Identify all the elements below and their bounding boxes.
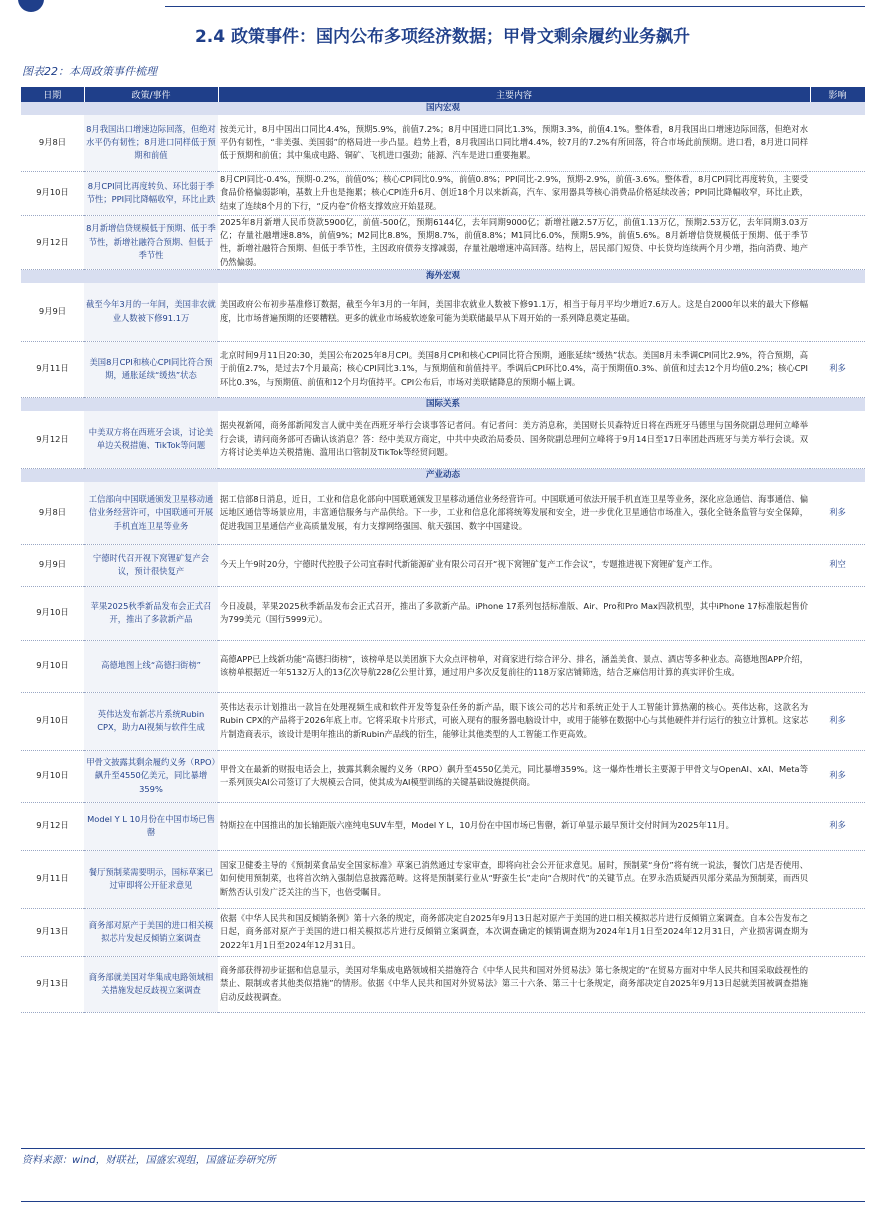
impact-cell	[810, 640, 865, 692]
content-cell: 8月CPI同比-0.4%，预期-0.2%，前值0%；核心CPI同比0.9%，前值0.8%；PPI同比-2.9%，预期-2.9%，前值-3.6%。整体看，8月CPI同比再度转负，主要受食品价格偏弱影响，基数上升也是拖累；核心CPI连升6月、创近18个月以来新高，汽车、家用器具等核心消费品价格延续改善；PPI同比降幅收窄，环比止跌，结束了连续8个月的下行，“反内卷”价格支撑效应开始显现。	[218, 171, 810, 215]
event-cell: 餐厅预制菜需要明示，国标草案已过审即将公开征求意见	[84, 850, 218, 908]
section-title: 国际关系	[21, 397, 865, 411]
table-row	[21, 956, 865, 1012]
event-cell: 宁德时代召开视下窝锂矿复产会议，预计很快复产	[84, 544, 218, 586]
event-cell: 高德地图上线“高德扫街榜”	[84, 640, 218, 692]
page-title: 2.4 政策事件：国内公布多项经济数据；甲骨文剩余履约业务飙升	[194, 27, 691, 47]
figure-title: 图表22：本周政策事件梳理	[22, 65, 157, 78]
table-row	[21, 586, 865, 640]
event-cell: 商务部就美国对华集成电路领域相关措施发起反歧视立案调查	[84, 956, 218, 1012]
section-title: 产业动态	[21, 469, 865, 483]
table-row	[21, 802, 865, 850]
impact-cell: 利多	[810, 802, 865, 850]
content-cell: 英伟达表示计划推出一款旨在处理视频生成和软件开发等复杂任务的新产品，眼下该公司的芯片和系统正处于人工智能计算热潮的核心。英伟达称，这款名为Rubin CPX的产品将于2026年底上市。它将采取卡片形式，可嵌入现有的服务器电脑设计中，或用于能够在数据中心与其他硬件并行运行的独立计算机。这家芯片制造商表示，该设计是明年推出的新Rubin产品线的衍生，能够让其他类型的人工智能工作更高效。	[218, 692, 810, 750]
content-cell: 国家卫健委主导的《预制菜食品安全国家标准》草案已消然通过专家审查，即将向社会公开征求意见。届时，预制菜“身份”将有统一说法，餐饮门店是否使用、如何使用预制菜，也将首次纳入强制信息披露范畴。这将是预制菜行业从“野蛮生长”走向“合规时代”的关键节点。在罗永浩质疑西贝部分菜品为预制菜，而西贝断然否认引发广泛关注的当下，也倍受瞩目。	[218, 850, 810, 908]
footer-divider	[21, 1148, 865, 1149]
section-title: 国内宏观	[21, 102, 865, 115]
content-cell: 甲骨文在最新的财报电话会上，披露其剩余履约义务（RPO）飙升至4550亿美元，同比暴增359%。这一爆炸性增长主要源于甲骨文与OpenAI、xAI、Meta等一系列顶尖AI公司签订了大规模云合同，使其成为AI模型训练的关键基础设施提供商。	[218, 750, 810, 802]
table-row	[21, 908, 865, 956]
impact-cell	[810, 411, 865, 469]
date-cell: 9月12日	[21, 411, 84, 469]
impact-cell	[810, 908, 865, 956]
page-header	[0, 0, 885, 12]
content-cell: 2025年8月新增人民币贷款5900亿，前值-500亿，预期6144亿，去年同期9000亿；新增社融2.57万亿，前值1.13万亿，预期2.53万亿，去年同期3.03万亿；存量社融增速8.8%，前值9%；M2同比8.8%，预期8.7%，前值8.8%；M1同比6.0%，预期5.9%，前值5.6%。8月新增信贷规模低于预期、低于季节性，新增社融符合预期、但低于季节性，主因政府债券支撑减弱，存量社融增速冲高回落。结构上，居民部门短贷、中长贷均连续两个月少增，指向消费、地产仍然偏弱。	[218, 215, 810, 270]
date-cell: 9月12日	[21, 802, 84, 850]
content-cell: 据央视新闻，商务部新闻发言人就中美在西班牙举行会谈事答记者问。有记者问：美方消息称，美国财长贝森特近日将在西班牙马德里与国务院副总理何立峰举行会谈，请问商务部可否确认该消息？答：经中美双方商定，中共中央政治局委员、国务院副总理何立峰将于9月14日至17日率团赴西班牙与美方举行会谈。双方将讨论美单边关税措施、滥用出口管制及TikTok等经贸问题。	[218, 411, 810, 469]
section-row	[21, 270, 865, 284]
impact-cell: 利空	[810, 544, 865, 586]
event-cell: 工信部向中国联通颁发卫星移动通信业务经营许可，中国联通可开展手机直连卫星等业务	[84, 482, 218, 544]
column-header-impact: 影响	[810, 87, 865, 102]
column-header-date: 日期	[21, 87, 84, 102]
impact-cell	[810, 586, 865, 640]
table-row	[21, 640, 865, 692]
table-body	[21, 102, 865, 1012]
impact-cell	[810, 956, 865, 1012]
table-row	[21, 750, 865, 802]
section-row	[21, 469, 865, 483]
column-header-content: 主要内容	[218, 87, 810, 102]
impact-cell: 利多	[810, 750, 865, 802]
date-cell: 9月9日	[21, 544, 84, 586]
logo-icon	[18, 0, 44, 12]
section-row	[21, 102, 865, 115]
table-header-row	[21, 87, 865, 102]
date-cell: 9月12日	[21, 215, 84, 270]
date-cell: 9月8日	[21, 482, 84, 544]
table-row	[21, 171, 865, 215]
event-cell: Model Y L 10月份在中国市场已售罄	[84, 802, 218, 850]
date-cell: 9月9日	[21, 283, 84, 341]
page-bottom-divider	[21, 1201, 865, 1202]
content-cell: 北京时间9月11日20:30，美国公布2025年8月CPI。美国8月CPI和核心CPI同比符合预期，通胀延续“缓热”状态。美国8月未季调CPI同比2.9%，符合预期，高于前值2.7%，是过去7个月最高；核心CPI同比3.1%，与预期值和前值持平。季调后CPI环比0.4%，高于预期值0.3%、前值和过去12个月均值0.2%；核心CPI环比0.3%，与预期值、前值和12个月均值持平。CPI公布后，市场对美联储降息的预期小幅上调。	[218, 341, 810, 397]
impact-cell	[810, 283, 865, 341]
table-row	[21, 544, 865, 586]
content-cell: 今日凌晨，苹果2025秋季新品发布会正式召开，推出了多款新产品。iPhone 17系列包括标准版、Air、Pro和Pro Max四款机型，其中iPhone 17标准版起售价为799美元（国行5999元）。	[218, 586, 810, 640]
event-cell: 甲骨文披露其剩余履约义务（RPO）飙升至4550亿美元，同比暴增359%	[84, 750, 218, 802]
section-title: 海外宏观	[21, 270, 865, 284]
content-cell: 据工信部8日消息，近日，工业和信息化部向中国联通颁发卫星移动通信业务经营许可。中国联通可依法开展手机直连卫星等业务，深化应急通信、海事通信、偏远地区通信等场景应用，丰富通信服务与产品供给。下一步，工业和信息化部将统筹发展和安全，进一步优化卫星通信市场准入，强化全链条监管与安全保障，促进我国卫星通信产业高质量发展，有力支撑网络强国、航天强国、数字中国建设。	[218, 482, 810, 544]
table-row	[21, 850, 865, 908]
date-cell: 9月11日	[21, 850, 84, 908]
date-cell: 9月10日	[21, 586, 84, 640]
table-row	[21, 283, 865, 341]
content-cell: 今天上午9时20分，宁德时代控股子公司宜春时代新能源矿业有限公司召开“视下窝锂矿复产工作会议”，专题推进视下窝锂矿复产工作。	[218, 544, 810, 586]
impact-cell	[810, 215, 865, 270]
event-cell: 8月CPI同比再度转负、环比弱于季节性；PPI同比降幅收窄，环比止跌	[84, 171, 218, 215]
table-row	[21, 215, 865, 270]
content-cell: 商务部获得初步证据和信息显示，美国对华集成电路领域相关措施符合《中华人民共和国对外贸易法》第七条规定的“在贸易方面对中华人民共和国采取歧视性的禁止、限制或者其他类似措施”的情形。依据《中华人民共和国对外贸易法》第三十六条、第三十七条规定，商务部决定自2025年9月13日起就美国被调查措施启动反歧视调查。	[218, 956, 810, 1012]
impact-cell	[810, 850, 865, 908]
table-row	[21, 482, 865, 544]
date-cell: 9月13日	[21, 908, 84, 956]
date-cell: 9月11日	[21, 341, 84, 397]
table-row	[21, 411, 865, 469]
column-header-event: 政策/事件	[84, 87, 218, 102]
content-cell: 按美元计，8月中国出口同比4.4%，预期5.9%，前值7.2%；8月中国进口同比1.3%，预期3.3%，前值4.1%。整体看，8月我国出口增速边际回落，但绝对水平仍有韧性，“非美强、美国弱”的格局进一步凸显。趋势上看，8月我国出口同比增4.4%，较7月的7.2%有所回落，符合市场此前预期。进口看，8月进口同样低于预期和前值；其中集成电路、铜矿、飞机进口强劲；能源、汽车是进口重要拖累。	[218, 115, 810, 171]
header-divider	[165, 6, 865, 7]
events-table	[21, 87, 866, 1013]
date-cell: 9月10日	[21, 692, 84, 750]
content-cell: 高德APP已上线新功能“高德扫街榜”，该榜单是以美团旗下大众点评榜单，对商家进行综合评分、排名，涵盖美食、景点、酒店等多种业态。高德地图APP介绍，该榜单根据近一年5132万人的13亿次导航228亿公里计算，通过用户多次反复前往的118万家店铺筛选，结合芝麻信用计算的真实评价生成。	[218, 640, 810, 692]
section-row	[21, 397, 865, 411]
impact-cell: 利多	[810, 692, 865, 750]
date-cell: 9月10日	[21, 171, 84, 215]
event-cell: 美国8月CPI和核心CPI同比符合预期，通胀延续“缓热”状态	[84, 341, 218, 397]
event-cell: 中美双方将在西班牙会谈，讨论美单边关税措施、TikTok等问题	[84, 411, 218, 469]
date-cell: 9月10日	[21, 640, 84, 692]
table-row	[21, 341, 865, 397]
event-cell: 英伟达发布新芯片系统Rubin CPX，助力AI视频与软件生成	[84, 692, 218, 750]
event-cell: 商务部对原产于美国的进口相关模拟芯片发起反倾销立案调查	[84, 908, 218, 956]
impact-cell: 利多	[810, 482, 865, 544]
content-cell: 特斯拉在中国推出的加长轴距版六座纯电SUV车型，Model Y L，10月份在中国市场已售罄，新订单显示最早预计交付时间为2025年11月。	[218, 802, 810, 850]
table-row	[21, 692, 865, 750]
event-cell: 苹果2025秋季新品发布会正式召开，推出了多款新产品	[84, 586, 218, 640]
date-cell: 9月10日	[21, 750, 84, 802]
date-cell: 9月8日	[21, 115, 84, 171]
table-row	[21, 115, 865, 171]
date-cell: 9月13日	[21, 956, 84, 1012]
source-note: 资料来源：wind，财联社，国盛宏观组，国盛证券研究所	[22, 1155, 276, 1166]
event-cell: 8月我国出口增速边际回落，但绝对水平仍有韧性；8月进口同样低于预期和前值	[84, 115, 218, 171]
event-cell: 截至今年3月的一年间，美国非农就业人数被下修91.1万	[84, 283, 218, 341]
content-cell: 美国政府公布初步基准修订数据，截至今年3月的一年间，美国非农就业人数被下修91.1万，相当于每月平均少增近7.6万人。这是自2000年以来的最大下修幅度，比市场普遍预期的还要糟糕。更多的就业市场疲软迹象可能为美联储最早从下周开始的一系列降息奠定基础。	[218, 283, 810, 341]
impact-cell	[810, 115, 865, 171]
impact-cell	[810, 171, 865, 215]
impact-cell: 利多	[810, 341, 865, 397]
event-cell: 8月新增信贷规模低于预期、低于季节性，新增社融符合预期、但低于季节性	[84, 215, 218, 270]
content-cell: 依据《中华人民共和国反倾销条例》第十六条的规定，商务部决定自2025年9月13日起对原产于美国的进口相关模拟芯片进行反倾销立案调查。自本公告发布之日起，商务部对原产于美国的进口相关模拟芯片进行反倾销立案调查，本次调查确定的倾销调查期为2024年1月1日至2024年12月31日，产业损害调查期为2022年1月1日至2024年12月31日。	[218, 908, 810, 956]
